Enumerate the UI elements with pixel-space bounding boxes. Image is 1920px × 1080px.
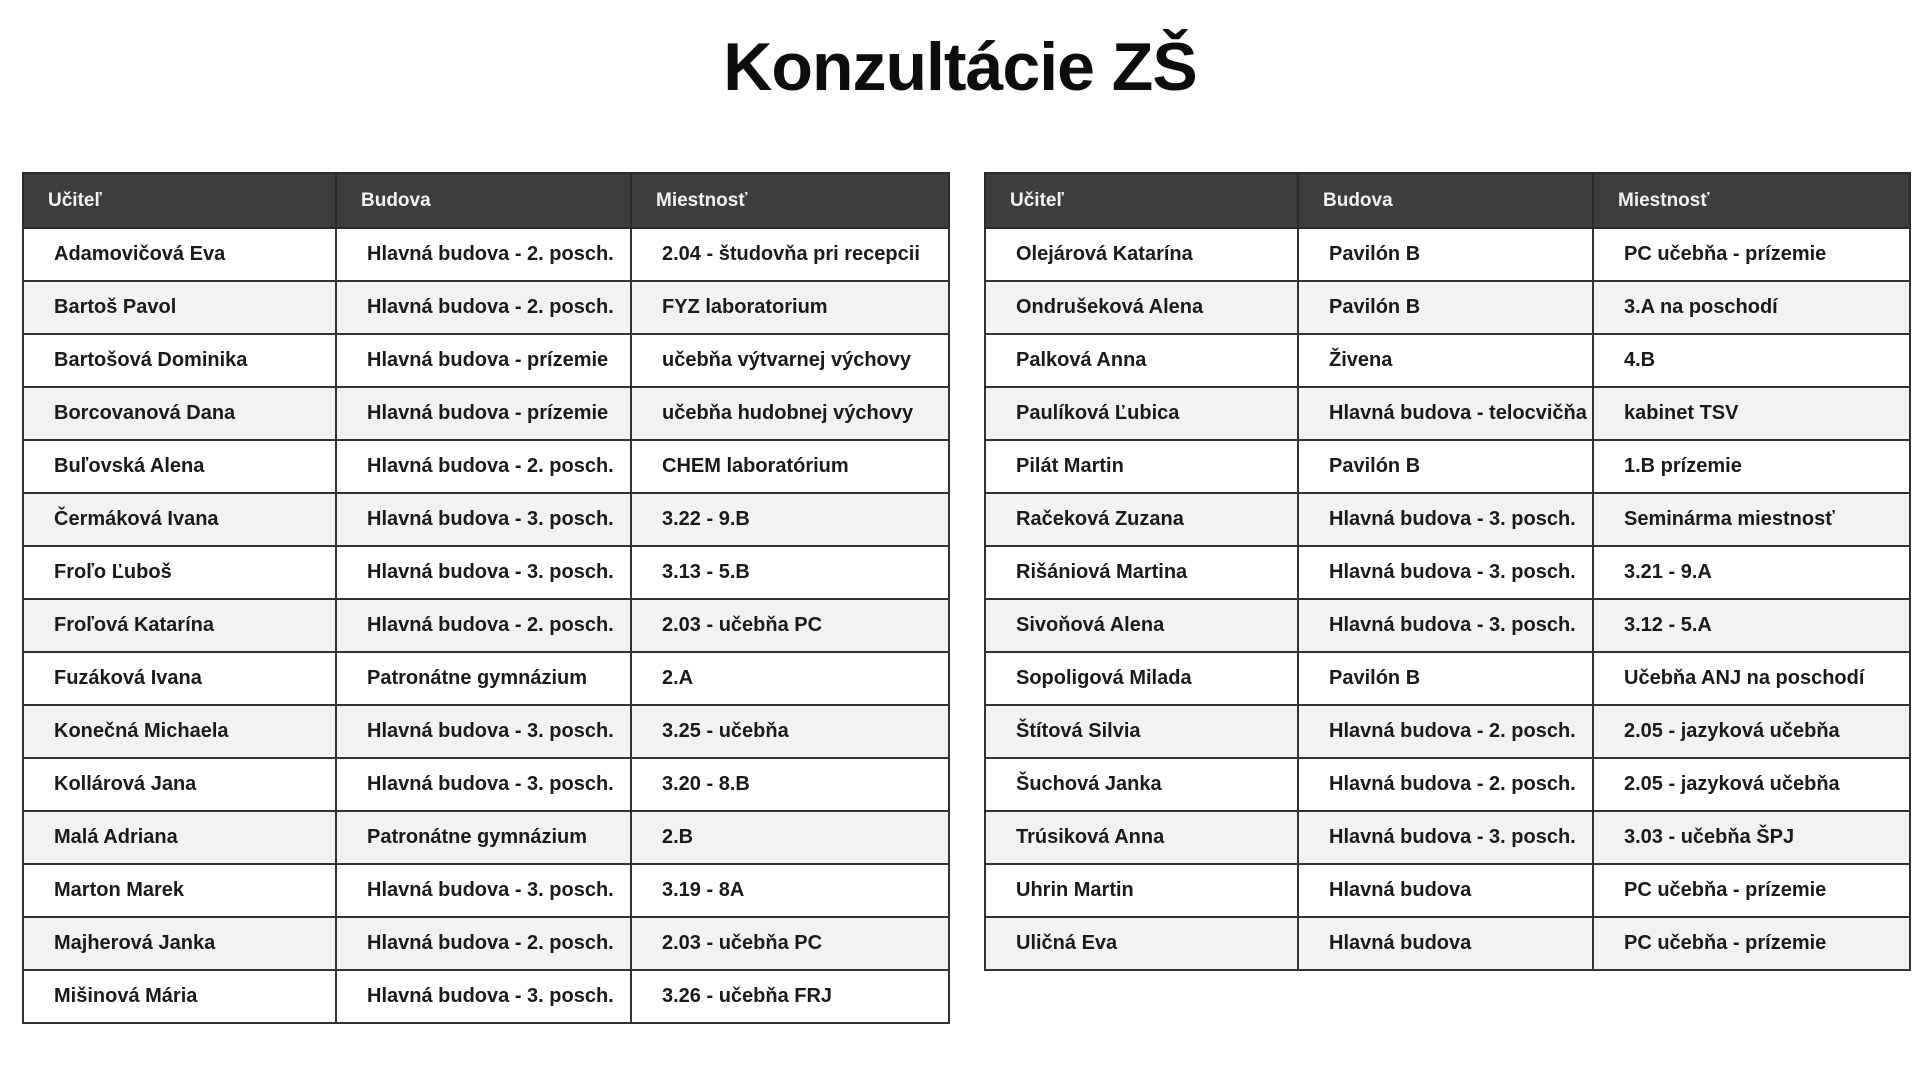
building-cell: Hlavná budova [1298, 864, 1593, 917]
table-row [23, 228, 949, 281]
teacher-cell: Trúsiková Anna [985, 811, 1298, 864]
teacher-cell: Mišinová Mária [23, 970, 336, 1023]
building-cell: Hlavná budova - 2. posch. [336, 281, 631, 334]
teacher-cell: Uličná Eva [985, 917, 1298, 970]
room-cell: PC učebňa - prízemie [1593, 864, 1910, 917]
room-cell: 2.03 - učebňa PC [631, 917, 949, 970]
teacher-cell: Froľo Ľuboš [23, 546, 336, 599]
table-row [23, 493, 949, 546]
building-cell: Hlavná budova - 3. posch. [1298, 811, 1593, 864]
building-cell: Hlavná budova [1298, 917, 1593, 970]
teacher-cell: Froľová Katarína [23, 599, 336, 652]
table-row [23, 758, 949, 811]
building-cell: Pavilón B [1298, 228, 1593, 281]
room-cell: 3.22 - 9.B [631, 493, 949, 546]
table-header-row [985, 173, 1910, 228]
teacher-cell: Šuchová Janka [985, 758, 1298, 811]
teacher-cell: Buľovská Alena [23, 440, 336, 493]
table-row [985, 758, 1910, 811]
table-row [985, 440, 1910, 493]
column-header-building: Budova [1298, 173, 1593, 228]
building-cell: Patronátne gymnázium [336, 811, 631, 864]
building-cell: Hlavná budova - telocvičňa [1298, 387, 1593, 440]
building-cell: Hlavná budova - prízemie [336, 334, 631, 387]
building-cell: Patronátne gymnázium [336, 652, 631, 705]
teacher-cell: Uhrin Martin [985, 864, 1298, 917]
room-cell: 3.20 - 8.B [631, 758, 949, 811]
building-cell: Hlavná budova - 3. posch. [336, 705, 631, 758]
room-cell: 3.26 - učebňa FRJ [631, 970, 949, 1023]
column-header-teacher: Učiteľ [985, 173, 1298, 228]
column-header-room: Miestnosť [1593, 173, 1910, 228]
teacher-cell: Paulíková Ľubica [985, 387, 1298, 440]
table-row [23, 864, 949, 917]
room-cell: FYZ laboratorium [631, 281, 949, 334]
room-cell: Seminárma miestnosť [1593, 493, 1910, 546]
table-row [985, 864, 1910, 917]
room-cell: 2.05 - jazyková učebňa [1593, 705, 1910, 758]
room-cell: učebňa výtvarnej výchovy [631, 334, 949, 387]
room-cell: 4.B [1593, 334, 1910, 387]
teacher-cell: Ondrušeková Alena [985, 281, 1298, 334]
table-row [985, 387, 1910, 440]
building-cell: Hlavná budova - 3. posch. [1298, 493, 1593, 546]
teacher-cell: Konečná Michaela [23, 705, 336, 758]
room-cell: 2.05 - jazyková učebňa [1593, 758, 1910, 811]
table-row [985, 228, 1910, 281]
table-row [985, 334, 1910, 387]
teacher-cell: Račeková Zuzana [985, 493, 1298, 546]
table-row [23, 281, 949, 334]
table-row [985, 705, 1910, 758]
page-title: Konzultácie ZŠ [723, 29, 1197, 105]
building-cell: Hlavná budova - 3. posch. [1298, 546, 1593, 599]
teacher-cell: Pilát Martin [985, 440, 1298, 493]
teacher-cell: Čermáková Ivana [23, 493, 336, 546]
table-row [23, 546, 949, 599]
building-cell: Pavilón B [1298, 652, 1593, 705]
teacher-cell: Sivoňová Alena [985, 599, 1298, 652]
table-row [23, 599, 949, 652]
table-row [23, 440, 949, 493]
room-cell: 3.03 - učebňa ŠPJ [1593, 811, 1910, 864]
teacher-cell: Marton Marek [23, 864, 336, 917]
room-cell: PC učebňa - prízemie [1593, 228, 1910, 281]
room-cell: 3.A na poschodí [1593, 281, 1910, 334]
room-cell: 2.03 - učebňa PC [631, 599, 949, 652]
table-row [985, 652, 1910, 705]
building-cell: Hlavná budova - 2. posch. [1298, 758, 1593, 811]
table-row [985, 546, 1910, 599]
room-cell: CHEM laboratórium [631, 440, 949, 493]
building-cell: Hlavná budova - 3. posch. [336, 546, 631, 599]
teacher-cell: Rišániová Martina [985, 546, 1298, 599]
table-row [23, 705, 949, 758]
table-row [23, 334, 949, 387]
table-row [23, 811, 949, 864]
column-header-teacher: Učiteľ [23, 173, 336, 228]
building-cell: Hlavná budova - 3. posch. [1298, 599, 1593, 652]
teacher-cell: Sopoligová Milada [985, 652, 1298, 705]
building-cell: Hlavná budova - 3. posch. [336, 493, 631, 546]
building-cell: Pavilón B [1298, 440, 1593, 493]
table-row [985, 281, 1910, 334]
building-cell: Hlavná budova - 3. posch. [336, 970, 631, 1023]
table-row [23, 387, 949, 440]
table-header-row [23, 173, 949, 228]
building-cell: Hlavná budova - 2. posch. [336, 228, 631, 281]
room-cell: 3.12 - 5.A [1593, 599, 1910, 652]
teacher-cell: Fuzáková Ivana [23, 652, 336, 705]
table-row [985, 493, 1910, 546]
room-cell: 1.B prízemie [1593, 440, 1910, 493]
building-cell: Hlavná budova - 3. posch. [336, 864, 631, 917]
teacher-cell: Bartoš Pavol [23, 281, 336, 334]
consultation-table-left [22, 172, 950, 1024]
teacher-cell: Štítová Silvia [985, 705, 1298, 758]
teacher-cell: Malá Adriana [23, 811, 336, 864]
building-cell: Hlavná budova - 2. posch. [336, 917, 631, 970]
table-row [23, 652, 949, 705]
teacher-cell: Bartošová Dominika [23, 334, 336, 387]
room-cell: 3.21 - 9.A [1593, 546, 1910, 599]
room-cell: 2.04 - študovňa pri recepcii [631, 228, 949, 281]
room-cell: 3.13 - 5.B [631, 546, 949, 599]
table-row [985, 811, 1910, 864]
building-cell: Pavilón B [1298, 281, 1593, 334]
teacher-cell: Majherová Janka [23, 917, 336, 970]
table-row [985, 917, 1910, 970]
table-row [23, 917, 949, 970]
consultation-table-right [984, 172, 1911, 971]
building-cell: Hlavná budova - 3. posch. [336, 758, 631, 811]
teacher-cell: Kollárová Jana [23, 758, 336, 811]
room-cell: 2.A [631, 652, 949, 705]
teacher-cell: Adamovičová Eva [23, 228, 336, 281]
table-row [23, 970, 949, 1023]
building-cell: Hlavná budova - prízemie [336, 387, 631, 440]
room-cell: 3.25 - učebňa [631, 705, 949, 758]
teacher-cell: Palková Anna [985, 334, 1298, 387]
teacher-cell: Olejárová Katarína [985, 228, 1298, 281]
building-cell: Živena [1298, 334, 1593, 387]
room-cell: učebňa hudobnej výchovy [631, 387, 949, 440]
building-cell: Hlavná budova - 2. posch. [1298, 705, 1593, 758]
room-cell: 2.B [631, 811, 949, 864]
column-header-room: Miestnosť [631, 173, 949, 228]
room-cell: Učebňa ANJ na poschodí [1593, 652, 1910, 705]
column-header-building: Budova [336, 173, 631, 228]
building-cell: Hlavná budova - 2. posch. [336, 599, 631, 652]
table-row [985, 599, 1910, 652]
room-cell: PC učebňa - prízemie [1593, 917, 1910, 970]
building-cell: Hlavná budova - 2. posch. [336, 440, 631, 493]
teacher-cell: Borcovanová Dana [23, 387, 336, 440]
room-cell: 3.19 - 8A [631, 864, 949, 917]
room-cell: kabinet TSV [1593, 387, 1910, 440]
